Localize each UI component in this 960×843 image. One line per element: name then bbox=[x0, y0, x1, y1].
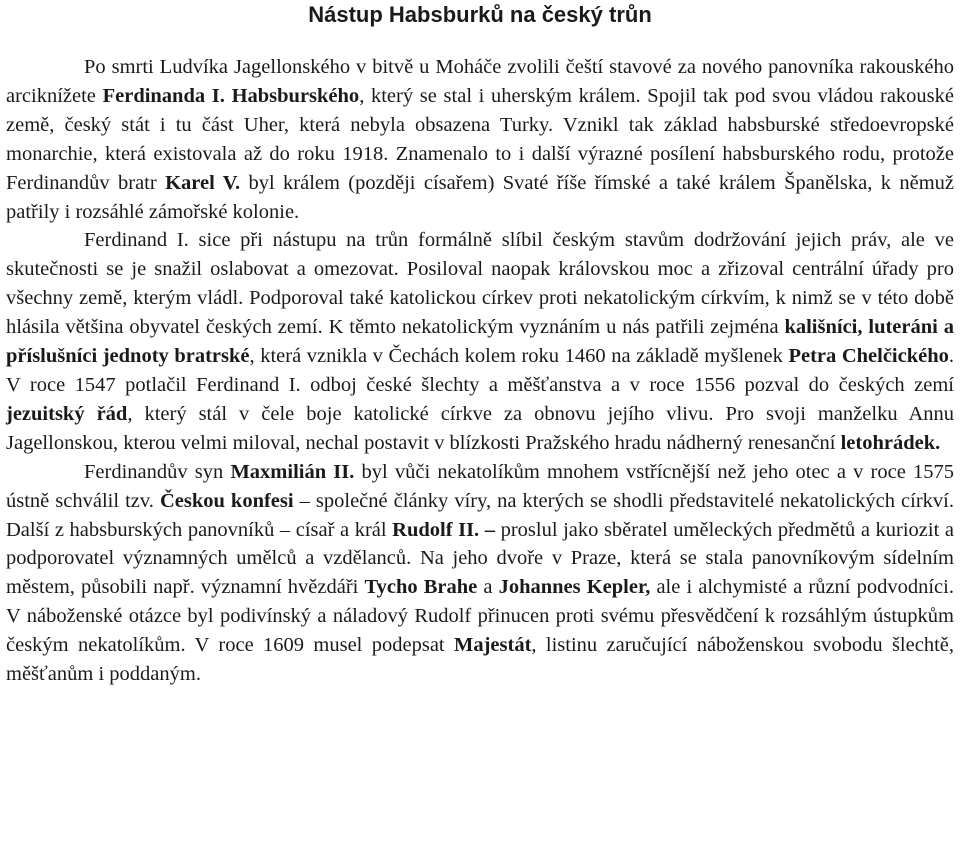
text-run: ale i alchymisté a různí podvodníci. V náboženské otázce byl podivínský a náladový Rudolf přinucen proti svému přesvědčení k rozsáhlým ústupkům českým nekatolíkům. V roce 1609 musel podepsat bbox=[6, 576, 954, 657]
text-run: , který se stal i uherským králem. Spojil tak pod svou vládou rakouské země, český stát i tu část Uher, která nebyla obsazena Turky. Vznikl tak základ habsburské středoevropské monarchie, která existovala až do roku 1918. Znamenalo to i další výrazné posílení habsburského rodu, protože Ferdinandův bratr bbox=[6, 84, 954, 194]
page-title: Nástup Habsburků na český trůn bbox=[308, 2, 652, 27]
bold-text: Českou konfesi bbox=[159, 489, 294, 512]
bold-text: Ferdinanda I. Habsburského bbox=[102, 84, 360, 107]
paragraph bbox=[6, 53, 954, 226]
text-run: byl králem (později císařem) Svaté říše římské a také králem Španělska, k němuž patřily i rozsáhlé zámořské kolonie. bbox=[6, 171, 954, 223]
bold-text: letohrádek. bbox=[840, 431, 941, 454]
text-run: proslul jako sběratel uměleckých předmětů a kuriozit a podporovatel významných umělců a vzdělanců. Na jeho dvoře v Praze, která se stala panovníkovým sídelním městem, působili např. významní hvězdáři bbox=[6, 518, 954, 599]
text-run: byl vůči nekatolíkům mnohem vstřícnější než jeho otec a v roce 1575 ústně schválil tzv. bbox=[6, 460, 954, 512]
bold-text: Rudolf II. – bbox=[392, 518, 495, 541]
text-run: , listinu zaručující náboženskou svobodu šlechtě, měšťanům i poddaným. bbox=[6, 634, 954, 686]
text-run: Ferdinandův syn bbox=[84, 460, 231, 483]
bold-text: Majestát bbox=[454, 634, 532, 657]
bold-text: Maxmilián II. bbox=[230, 460, 355, 483]
document-body bbox=[6, 53, 954, 689]
text-run: . V roce 1547 potlačil Ferdinand I. odboj české šlechty a měšťanstva a v roce 1556 pozval do českých zemí bbox=[6, 345, 954, 396]
bold-text: Johannes Kepler, bbox=[498, 576, 651, 599]
text-run: a bbox=[477, 576, 499, 599]
text-run: , která vznikla v Čechách kolem roku 1460 na základě myšlenek bbox=[249, 345, 789, 368]
text-run: Po smrti Ludvíka Jagellonského v bitvě u Moháče zvolili čeští stavové za nového panovníka rakouského arciknížete bbox=[6, 56, 954, 107]
paragraph bbox=[6, 458, 954, 689]
bold-text: jezuitský řád bbox=[6, 402, 128, 425]
bold-text: kališníci, luteráni a příslušníci jednoty bratrské bbox=[6, 316, 954, 368]
bold-text: Tycho Brahe bbox=[364, 576, 478, 599]
paragraph bbox=[6, 226, 954, 457]
bold-text: Karel V. bbox=[165, 171, 241, 194]
bold-text: Petra Chelčického bbox=[788, 345, 949, 368]
text-run: Ferdinand I. sice při nástupu na trůn formálně slíbil českým stavům dodržování jejich práv, ale ve skutečnosti se je snažil oslabovat a omezovat. Posiloval naopak královskou moc a zřizoval centrální úřady pro všechny země, kterým vládl. Podporoval také katolickou církev proti nekatolickým církvím, k nimž se v této době hlásila většina obyvatel českých zemí. K těmto nekatolickým vyznáním u nás patřili zejména bbox=[6, 229, 954, 339]
text-run: – společné články víry, na kterých se shodli představitelé nekatolických církví. Další z habsburských panovníků – císař a král bbox=[6, 489, 955, 541]
text-run: , který stál v čele boje katolické církve za obnovu jejího vlivu. Pro svoji manželku Annu Jagellonskou, kterou velmi miloval, nechal postavit v blízkosti Pražského hradu nádherný renesanční bbox=[6, 402, 954, 454]
